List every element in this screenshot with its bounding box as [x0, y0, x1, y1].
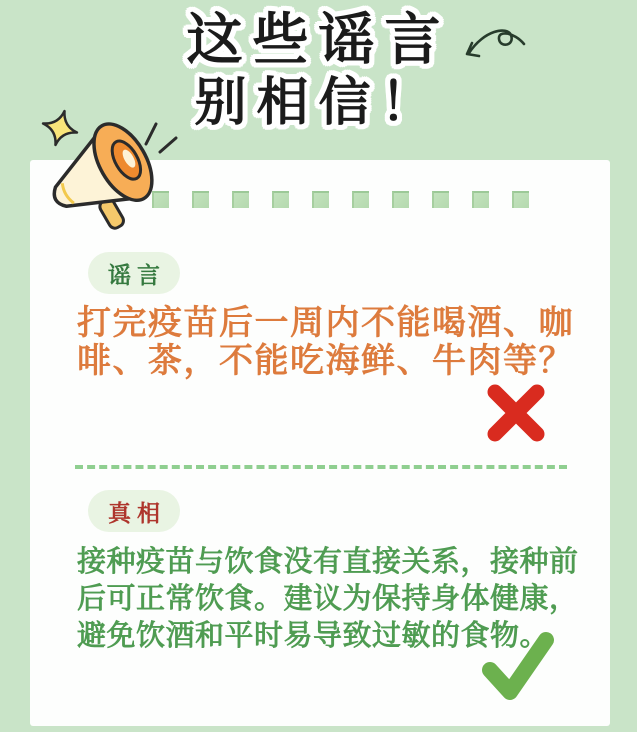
dash-row — [152, 191, 529, 208]
rumor-text: 打完疫苗后一周内不能喝酒、咖啡、茶，不能吃海鲜、牛肉等？ — [77, 304, 574, 380]
dash-square — [232, 191, 249, 208]
title-line-2: 别相信！ — [194, 74, 443, 132]
dash-square — [352, 191, 369, 208]
title-line-1: 这些谣言 — [186, 8, 451, 71]
check-mark-icon — [476, 628, 560, 708]
rumor-badge — [88, 252, 180, 294]
dash-square — [472, 191, 489, 208]
page-title — [0, 6, 637, 132]
curly-arrow-icon — [460, 26, 532, 68]
dash-square — [272, 191, 289, 208]
dash-square — [432, 191, 449, 208]
megaphone-icon — [34, 118, 194, 250]
dash-square — [512, 191, 529, 208]
dashed-divider — [75, 465, 567, 469]
rumor-badge-label: 谣言 — [108, 261, 166, 288]
dash-square — [192, 191, 209, 208]
x-mark-icon — [483, 380, 549, 446]
truth-text: 接种疫苗与饮食没有直接关系，接种前后可正常饮食。建议为保持身体健康，避免饮酒和平时易导致过敏的食物。 — [77, 546, 579, 652]
dash-square — [312, 191, 329, 208]
truth-badge-label: 真相 — [108, 499, 166, 526]
truth-badge — [88, 490, 180, 532]
dash-square — [392, 191, 409, 208]
